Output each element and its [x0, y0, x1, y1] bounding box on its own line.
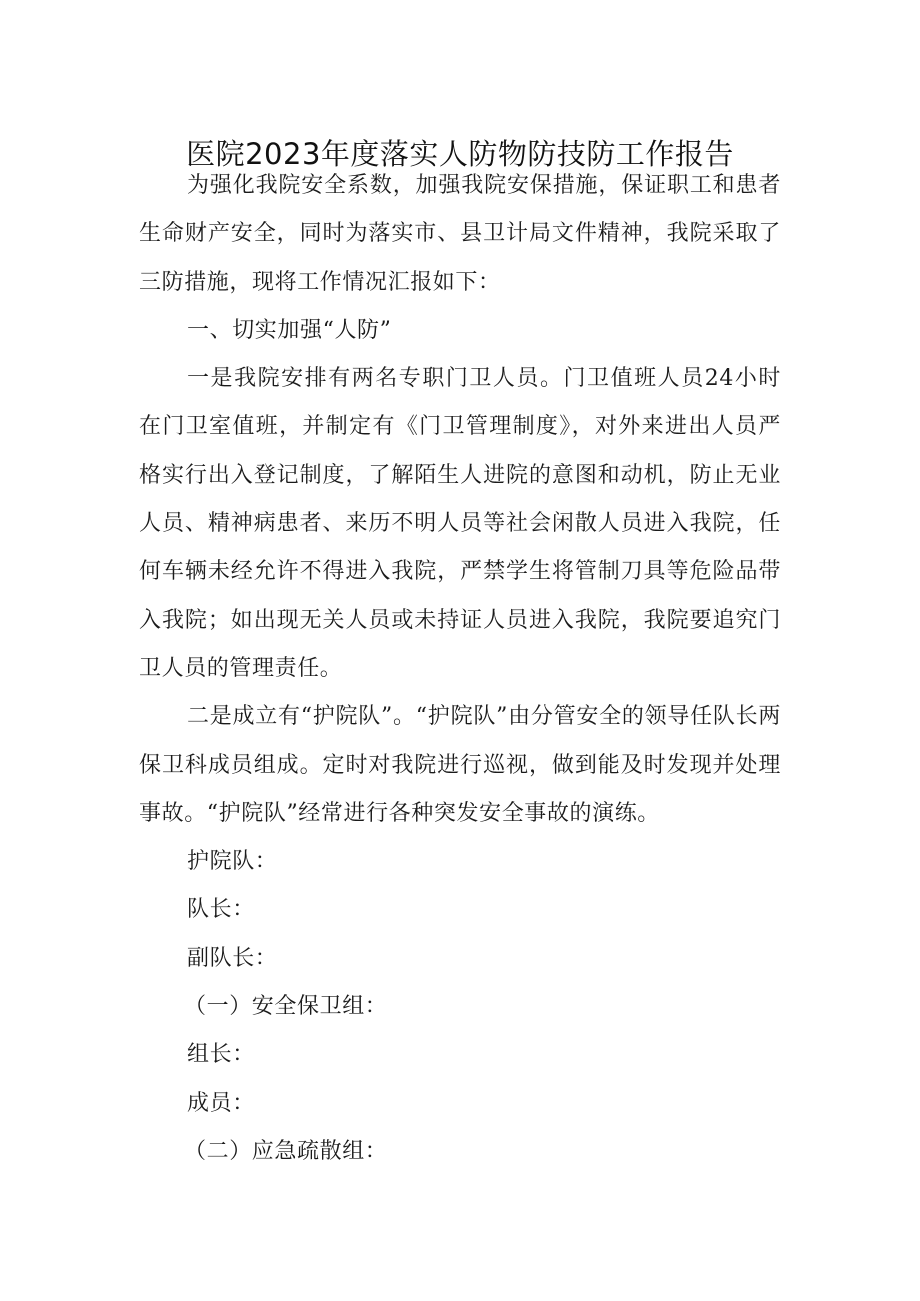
intro-paragraph: 为强化我院安全系数，加强我院安保措施，保证职工和患者生命财产安全，同时为落实市、县卫计局文件精神，我院采取了三防措施，现将工作情况汇报如下：: [139, 173, 781, 295]
document-body: [139, 162, 781, 1176]
vice-leader-label: 副队长：: [187, 945, 278, 971]
team-label: 护院队：: [187, 849, 278, 875]
evacuation-group-label: （二）应急疏散组：: [184, 1138, 388, 1164]
group-leader-label: 组长：: [187, 1042, 255, 1068]
document-title: 医院2023年度落实人防物防技防工作报告: [186, 137, 734, 172]
members-label: 成员：: [187, 1090, 255, 1116]
patrol-team-paragraph: 二是成立有“护院队”。“护院队”由分管安全的领导任队长两保卫科成员组成。定时对我院进行巡视，做到能及时发现并处理事故。“护院队”经常进行各种突发安全事故的演练。: [139, 704, 781, 826]
section-heading-people-defense: 一、切实加强“人防”: [187, 317, 392, 343]
guards-paragraph: 一是我院安排有两名专职门卫人员。门卫值班人员24小时在门卫室值班，并制定有《门卫管理制度》，对外来进出人员严格实行出入登记制度，了解陌生人进院的意图和动机，防止无业人员、精神病患者、来历不明人员等社会闲散人员进入我院，任何车辆未经允许不得进入我院，严禁学生将管制刀具等危险品带入我院；如出现无关人员或未持证人员进入我院，我院要追究门卫人员的管理责任。: [139, 366, 781, 681]
security-group-label: （一）安全保卫组：: [184, 994, 388, 1020]
leader-label: 队长：: [187, 897, 255, 923]
